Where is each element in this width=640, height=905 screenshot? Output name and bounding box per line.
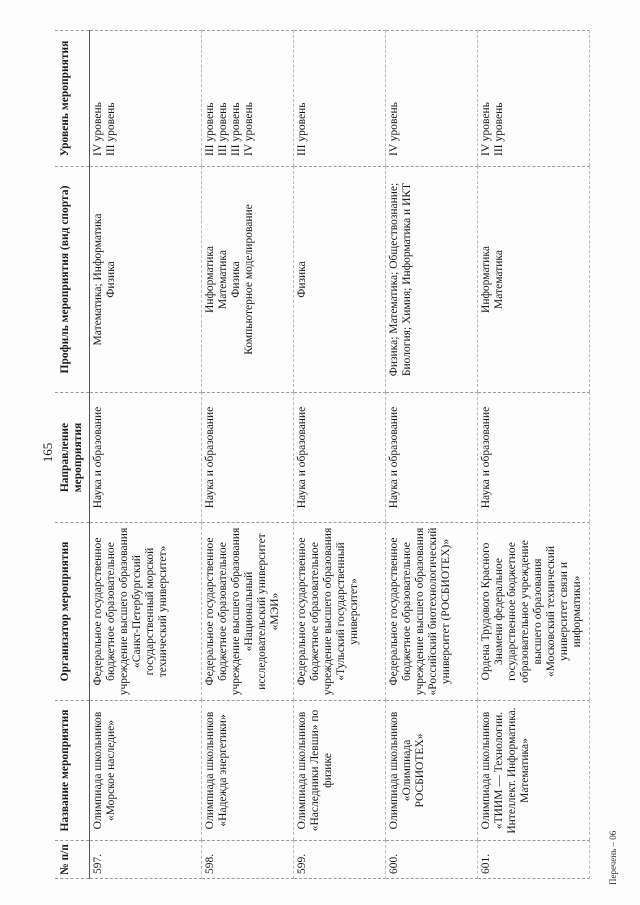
table-row	[202, 31, 294, 879]
page-number: 165	[40, 442, 55, 463]
event-level	[202, 31, 294, 167]
profile-item: Физика	[296, 261, 308, 298]
row-number: 599.	[294, 841, 386, 879]
level-item: IV уровень	[92, 102, 104, 156]
header-profile: Профиль мероприятия (вид спорта)	[55, 167, 90, 393]
profile-item: Информатика	[204, 246, 216, 313]
row-number: 600.	[386, 841, 478, 879]
header-organizer: Организатор мероприятия	[55, 523, 90, 701]
profile-item: Математика	[217, 250, 229, 309]
event-level	[294, 31, 386, 167]
level-item: III уровень	[204, 102, 216, 156]
profile-item: Физика	[105, 261, 117, 298]
event-name: Олимпиада школьников «Морское наследие»	[90, 701, 202, 841]
table-row	[90, 31, 202, 879]
header-name: Название мероприятия	[55, 701, 90, 841]
event-level	[90, 31, 202, 167]
event-direction: Наука и образование	[202, 393, 294, 523]
event-direction: Наука и образование	[294, 393, 386, 523]
event-organizer: Федеральное государственное бюджетное образовательное учреждение высшего образования «Тульский государственный университет»	[294, 523, 386, 701]
event-organizer: Ордена Трудового Красного Знамени федеральное государственное бюджетное образовательное учреждение высшего образования «Московский технический университет связи и информатики»	[478, 523, 590, 701]
level-item: IV уровень	[480, 102, 492, 156]
event-direction: Наука и образование	[478, 393, 590, 523]
event-name: Олимпиада школьников «ТИИМ — Технологии. Интеллект. Информатика. Математика»	[478, 701, 590, 841]
event-profile	[90, 167, 202, 393]
event-level	[386, 31, 478, 167]
header-level: Уровень мероприятия	[55, 31, 90, 167]
event-organizer: Федеральное государственное бюджетное образовательное учреждение высшего образования «Российский биотехнологический университет (РОСБИОТЕХ)»	[386, 523, 478, 701]
table-row	[294, 31, 386, 879]
header-num: № п/п	[55, 841, 90, 879]
event-profile	[386, 167, 478, 393]
profile-item: Математика; Информатика	[92, 213, 104, 346]
row-number: 601.	[478, 841, 590, 879]
event-organizer: Федеральное государственное бюджетное образовательное учреждение высшего образования «Национальный исследовательский университет «МЭИ»	[202, 523, 294, 701]
event-profile	[202, 167, 294, 393]
events-table	[55, 30, 590, 879]
level-item: IV уровень	[388, 102, 400, 156]
event-name: Олимпиада школьников «Надежда энергетики»	[202, 701, 294, 841]
row-number: 598.	[202, 841, 294, 879]
profile-item: Информатика	[480, 246, 492, 313]
event-name: Олимпиада школьников «Олимпиада РОСБИОТЕХ»	[386, 701, 478, 841]
event-profile	[294, 167, 386, 393]
level-item: III уровень	[296, 102, 308, 156]
row-number: 597.	[90, 841, 202, 879]
table-row	[478, 31, 590, 879]
profile-item: Физика	[230, 261, 242, 298]
level-item: III уровень	[217, 102, 229, 156]
event-direction: Наука и образование	[386, 393, 478, 523]
profile-item: Компьютерное моделирование	[243, 204, 255, 355]
event-name: Олимпиада школьников «Наследники Левши» по физике	[294, 701, 386, 841]
event-level	[478, 31, 590, 167]
event-direction: Наука и образование	[90, 393, 202, 523]
table-header-row	[55, 31, 90, 879]
level-item: IV уровень	[243, 102, 255, 156]
table-row	[386, 31, 478, 879]
level-item: III уровень	[230, 102, 242, 156]
profile-item: Математика	[493, 250, 505, 309]
profile-item: Физика; Математика; Обществознание; Биология; Химия; Информатика и ИКТ	[388, 182, 413, 377]
level-item: III уровень	[105, 102, 117, 156]
event-profile	[478, 167, 590, 393]
event-organizer: Федеральное государственное бюджетное образовательное учреждение высшего образования «Санкт-Петербургский государственный морской технический университет»	[90, 523, 202, 701]
header-direction: Направление мероприятия	[55, 393, 90, 523]
footer-note: Перечень – 06	[608, 830, 618, 885]
level-item: III уровень	[493, 102, 505, 156]
